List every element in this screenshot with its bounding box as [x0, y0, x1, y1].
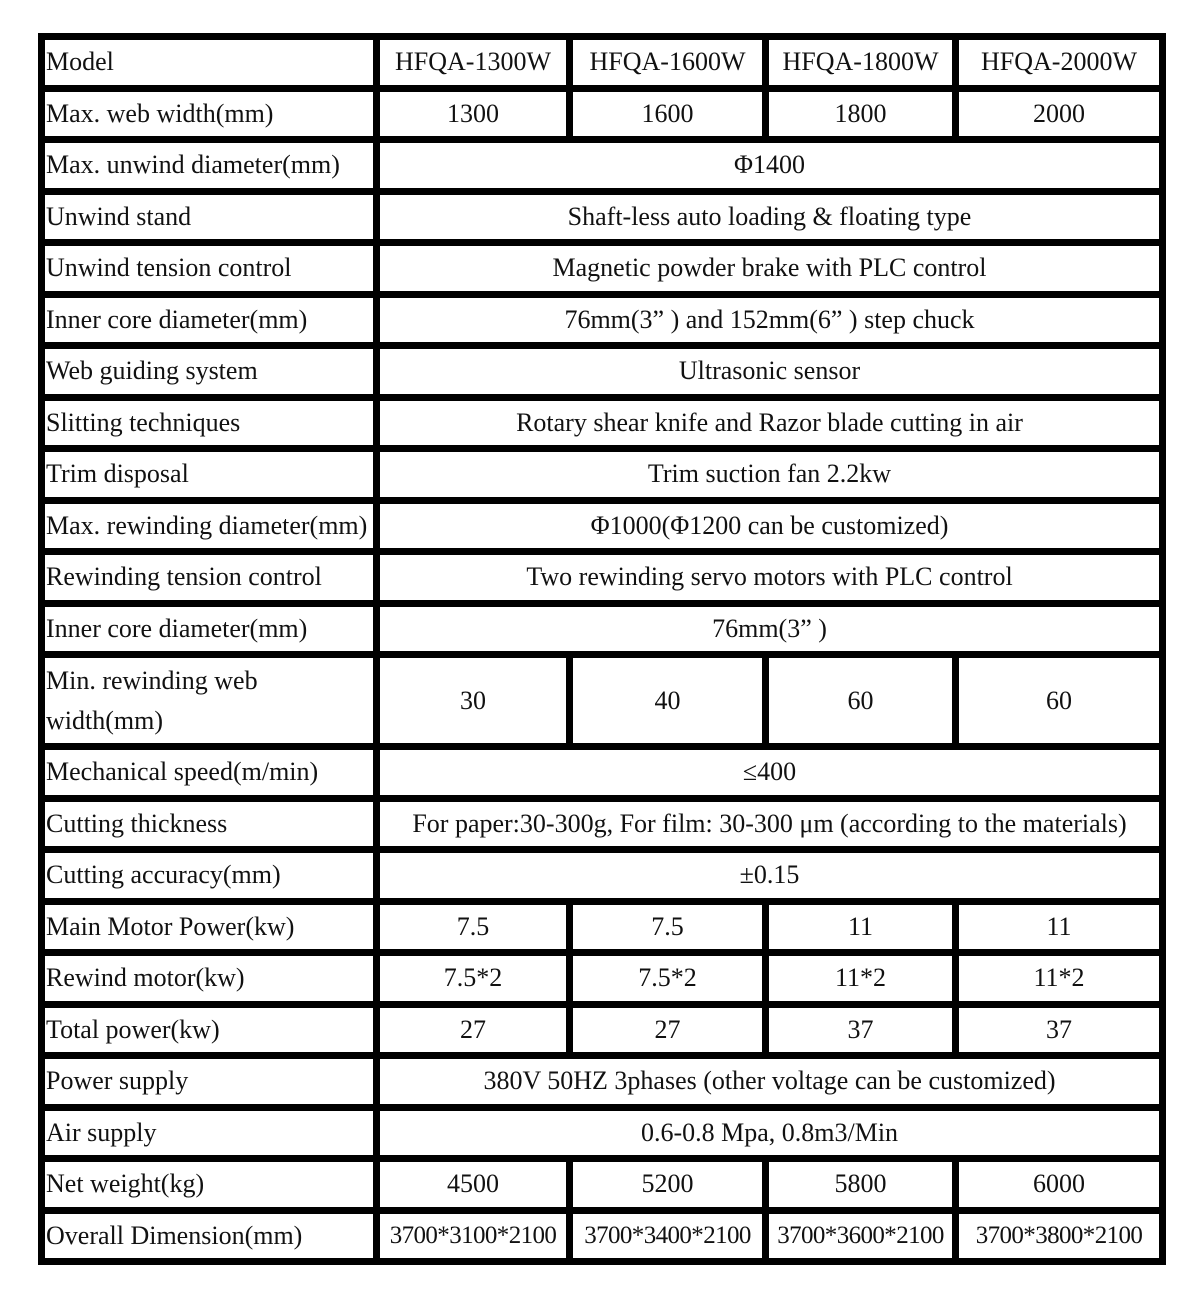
- cell-value: 7.5: [380, 905, 566, 950]
- cell-value: 40: [573, 658, 762, 743]
- row-label: Air supply: [45, 1111, 373, 1156]
- table-row-cutting-thickness: [45, 802, 1159, 847]
- cell-value: 6000: [959, 1162, 1159, 1207]
- cell-value: Two rewinding servo motors with PLC control: [380, 555, 1159, 600]
- cell-value: 1600: [573, 92, 762, 137]
- table-row-total-power: [45, 1008, 1159, 1053]
- cell-value: Rotary shear knife and Razor blade cutting in air: [380, 401, 1159, 446]
- table-row-air-supply: [45, 1111, 1159, 1156]
- table-row-mech-speed: [45, 750, 1159, 795]
- model-header: HFQA-2000W: [959, 40, 1159, 85]
- row-label: Web guiding system: [45, 349, 373, 394]
- cell-value: Shaft-less auto loading & floating type: [380, 195, 1159, 240]
- row-label: Mechanical speed(m/min): [45, 750, 373, 795]
- table-row-dimension: [45, 1214, 1159, 1259]
- row-label: Overall Dimension(mm): [45, 1214, 373, 1259]
- row-label: Min. rewinding web width(mm): [45, 658, 373, 743]
- specification-table: [38, 33, 1166, 1265]
- row-label: Slitting techniques: [45, 401, 373, 446]
- table-row-trim-disposal: [45, 452, 1159, 497]
- row-label: Inner core diameter(mm): [45, 607, 373, 652]
- table-row-unwind-stand: [45, 195, 1159, 240]
- model-header: HFQA-1300W: [380, 40, 566, 85]
- table-row-main-motor: [45, 905, 1159, 950]
- cell-value: 5200: [573, 1162, 762, 1207]
- row-label: Max. unwind diameter(mm): [45, 143, 373, 188]
- cell-value: 7.5*2: [573, 956, 762, 1001]
- cell-value: 7.5*2: [380, 956, 566, 1001]
- cell-value: 3700*3800*2100: [959, 1214, 1159, 1259]
- row-label: Trim disposal: [45, 452, 373, 497]
- cell-value: 7.5: [573, 905, 762, 950]
- table-row-rewinding-diameter: [45, 504, 1159, 549]
- cell-value: 11: [959, 905, 1159, 950]
- row-label: Rewind motor(kw): [45, 956, 373, 1001]
- table-row-rewinding-tension: [45, 555, 1159, 600]
- cell-value: 37: [959, 1008, 1159, 1053]
- cell-value: Ultrasonic sensor: [380, 349, 1159, 394]
- cell-value: 60: [769, 658, 952, 743]
- cell-value: 1800: [769, 92, 952, 137]
- row-label: Model: [45, 40, 373, 85]
- cell-value: 27: [380, 1008, 566, 1053]
- row-label: Inner core diameter(mm): [45, 298, 373, 343]
- cell-value: For paper:30-300g, For film: 30-300 μm (according to the materials): [380, 802, 1159, 847]
- table-row-net-weight: [45, 1162, 1159, 1207]
- cell-value: 1300: [380, 92, 566, 137]
- cell-value: 4500: [380, 1162, 566, 1207]
- cell-value: Trim suction fan 2.2kw: [380, 452, 1159, 497]
- model-header: HFQA-1800W: [769, 40, 952, 85]
- cell-value: 30: [380, 658, 566, 743]
- cell-value: Φ1400: [380, 143, 1159, 188]
- table-row-web-width: [45, 92, 1159, 137]
- table-row-unwind-tension: [45, 246, 1159, 291]
- cell-value: 3700*3600*2100: [769, 1214, 952, 1259]
- cell-value: 27: [573, 1008, 762, 1053]
- cell-value: 11: [769, 905, 952, 950]
- cell-value: 11*2: [769, 956, 952, 1001]
- row-label: Total power(kw): [45, 1008, 373, 1053]
- table-row-power-supply: [45, 1059, 1159, 1104]
- cell-value: 76mm(3” ): [380, 607, 1159, 652]
- row-label: Main Motor Power(kw): [45, 905, 373, 950]
- table-row-model: [45, 40, 1159, 85]
- cell-value: ±0.15: [380, 853, 1159, 898]
- cell-value: 3700*3100*2100: [380, 1214, 566, 1259]
- cell-value: 60: [959, 658, 1159, 743]
- table-row-cutting-accuracy: [45, 853, 1159, 898]
- row-label: Unwind stand: [45, 195, 373, 240]
- row-label: Power supply: [45, 1059, 373, 1104]
- cell-value: 76mm(3” ) and 152mm(6” ) step chuck: [380, 298, 1159, 343]
- cell-value: ≤400: [380, 750, 1159, 795]
- table-row-inner-core-rewind: [45, 607, 1159, 652]
- row-label: Cutting accuracy(mm): [45, 853, 373, 898]
- table-row-unwind-diameter: [45, 143, 1159, 188]
- row-label: Max. web width(mm): [45, 92, 373, 137]
- spec-sheet: [38, 33, 1166, 1265]
- cell-value: 3700*3400*2100: [573, 1214, 762, 1259]
- table-row-min-rewind-width: [45, 658, 1159, 743]
- row-label: Net weight(kg): [45, 1162, 373, 1207]
- cell-value: Magnetic powder brake with PLC control: [380, 246, 1159, 291]
- table-row-slitting: [45, 401, 1159, 446]
- cell-value: 0.6-0.8 Mpa, 0.8m3/Min: [380, 1111, 1159, 1156]
- cell-value: 380V 50HZ 3phases (other voltage can be customized): [380, 1059, 1159, 1104]
- row-label: Max. rewinding diameter(mm): [45, 504, 373, 549]
- table-row-inner-core-unwind: [45, 298, 1159, 343]
- row-label: Cutting thickness: [45, 802, 373, 847]
- cell-value: 5800: [769, 1162, 952, 1207]
- row-label: Rewinding tension control: [45, 555, 373, 600]
- cell-value: 11*2: [959, 956, 1159, 1001]
- cell-value: 2000: [959, 92, 1159, 137]
- model-header: HFQA-1600W: [573, 40, 762, 85]
- cell-value: 37: [769, 1008, 952, 1053]
- cell-value: Φ1000(Φ1200 can be customized): [380, 504, 1159, 549]
- table-row-web-guiding: [45, 349, 1159, 394]
- table-row-rewind-motor: [45, 956, 1159, 1001]
- row-label: Unwind tension control: [45, 246, 373, 291]
